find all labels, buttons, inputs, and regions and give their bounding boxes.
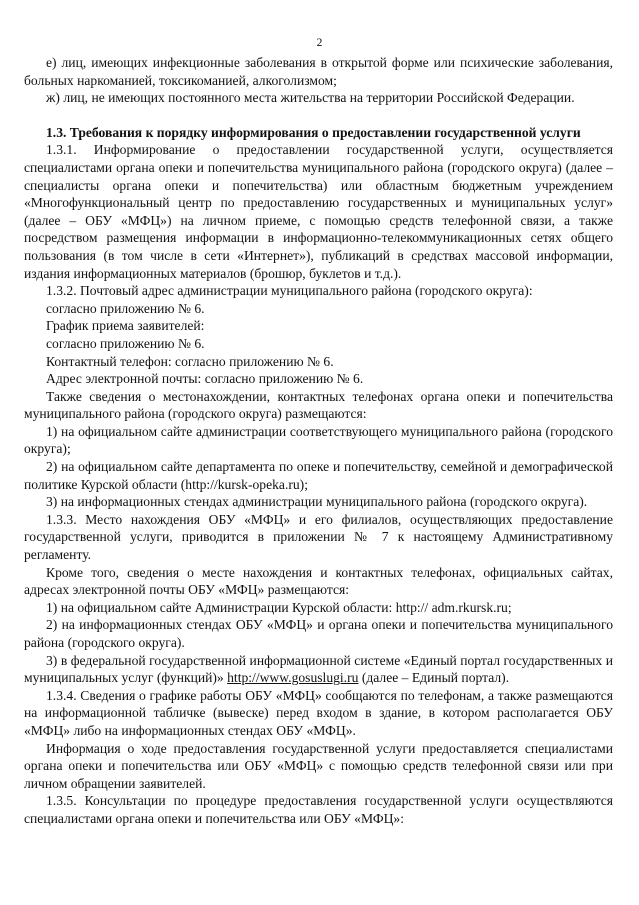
paragraph-address-value: согласно приложению № 6.	[46, 300, 205, 316]
page-number: 2	[316, 37, 323, 49]
paragraph-phone: Контактный телефон: согласно приложению № 6.	[46, 353, 334, 369]
paragraph-list-1: 1) на официальном сайте администрации соответствующего муниципального района (городского округа);	[24, 423, 613, 457]
gosuslugi-link[interactable]: http://www.gosuslugi.ru	[227, 670, 359, 686]
paragraph-1-3-2: 1.3.2. Почтовый адрес администрации муниципального района (городского округа):	[46, 283, 533, 299]
paragraph-schedule: График приема заявителей:	[46, 318, 205, 334]
paragraph-1-3-5: 1.3.5. Консультации по процедуре предоставления государственной услуги осуществляются специалистами органа опеки и попечительства или ОБУ «МФЦ»:	[24, 793, 613, 826]
paragraph-moreover: Кроме того, сведения о месте нахождения и контактных телефонах, официальных сайтах, адресах электронной почты ОБУ «МФЦ» размещаются:	[24, 564, 613, 598]
paragraph-mfc-2: 2) на информационных стендах ОБУ «МФЦ» и органа опеки и попечительства муниципального района (городского округа).	[24, 617, 613, 650]
paragraph-also: Также сведения о местонахождении, контактных телефонах органа опеки и попечительства муниципального района (городского округа) размещаются:	[24, 388, 613, 422]
paragraph-mfc-3-text: 3) в федеральной государственной информационной системе «Единый портал государственных и муниципальных услуг (функций)»	[24, 652, 613, 686]
paragraph-e: е) лиц, имеющих инфекционные заболевания в открытой форме или психические заболевания, больных наркоманией, токсикоманией, алкоголизмом;	[24, 55, 613, 88]
paragraph-mfc-1: 1) на официальном сайте Администрации Курской области: http:// adm.rkursk.ru;	[46, 599, 512, 615]
paragraph-list-3: 3) на информационных стендах администрации муниципального района (городского округа).	[46, 494, 588, 510]
paragraph-mfc-3-tail: (далее – Единый портал).	[358, 670, 510, 686]
paragraph-zh: ж) лиц, не имеющих постоянного места жительства на территории Российской Федерации.	[46, 90, 575, 106]
paragraph-1-3-1: 1.3.1. Информирование о предоставлении государственной услуги, осуществляется специалистами органа опеки и попечительства муниципального района (городского округа) (далее – специалисты органа опеки и попечительства) или областным бюджетным учреждением «Многофункциональный центр по предоставлению государственных и муниципальных услуг» (далее – ОБУ «МФЦ») на личном приеме, с помощью средств телефонной связи, а также посредством размещения информации в информационно-телекоммуникационных сетях общего пользования (в том числе в сети «Интернет»), публикаций в средствах массовой информации, издания информационных материалов (брошюр, буклетов и т.д.).	[24, 142, 613, 281]
paragraph-schedule-value: согласно приложению № 6.	[46, 335, 205, 351]
document-body	[24, 54, 613, 828]
paragraph-list-2: 2) на официальном сайте департамента по опеке и попечительству, семейной и демографической политике Курской области (http://kursk-opeka.ru);	[24, 459, 613, 492]
paragraph-1-3-4: 1.3.4. Сведения о графике работы ОБУ «МФЦ» сообщаются по телефонам, а также размещаются на информационной табличке (вывеске) перед входом в здание, в котором располагается ОБУ «МФЦ» либо на информационных стендах ОБУ «МФЦ».	[24, 687, 613, 738]
paragraph-progress-info: Информация о ходе предоставления государственной услуги предоставляется специалистами органа опеки и попечительства или ОБУ «МФЦ» с помощью средств телефонной связи или при личном обращении заявителей.	[24, 740, 613, 791]
paragraph-1-3-3: 1.3.3. Место нахождения ОБУ «МФЦ» и его филиалов, осуществляющих предоставление государственной услуги, приводится в приложении № 7 к настоящему Административному регламенту.	[24, 511, 613, 563]
section-heading: 1.3. Требования к порядку информирования о предоставлении государственной услуги	[46, 124, 581, 140]
paragraph-mfc-3	[24, 652, 613, 687]
paragraph-email: Адрес электронной почты: согласно приложению № 6.	[46, 371, 364, 387]
